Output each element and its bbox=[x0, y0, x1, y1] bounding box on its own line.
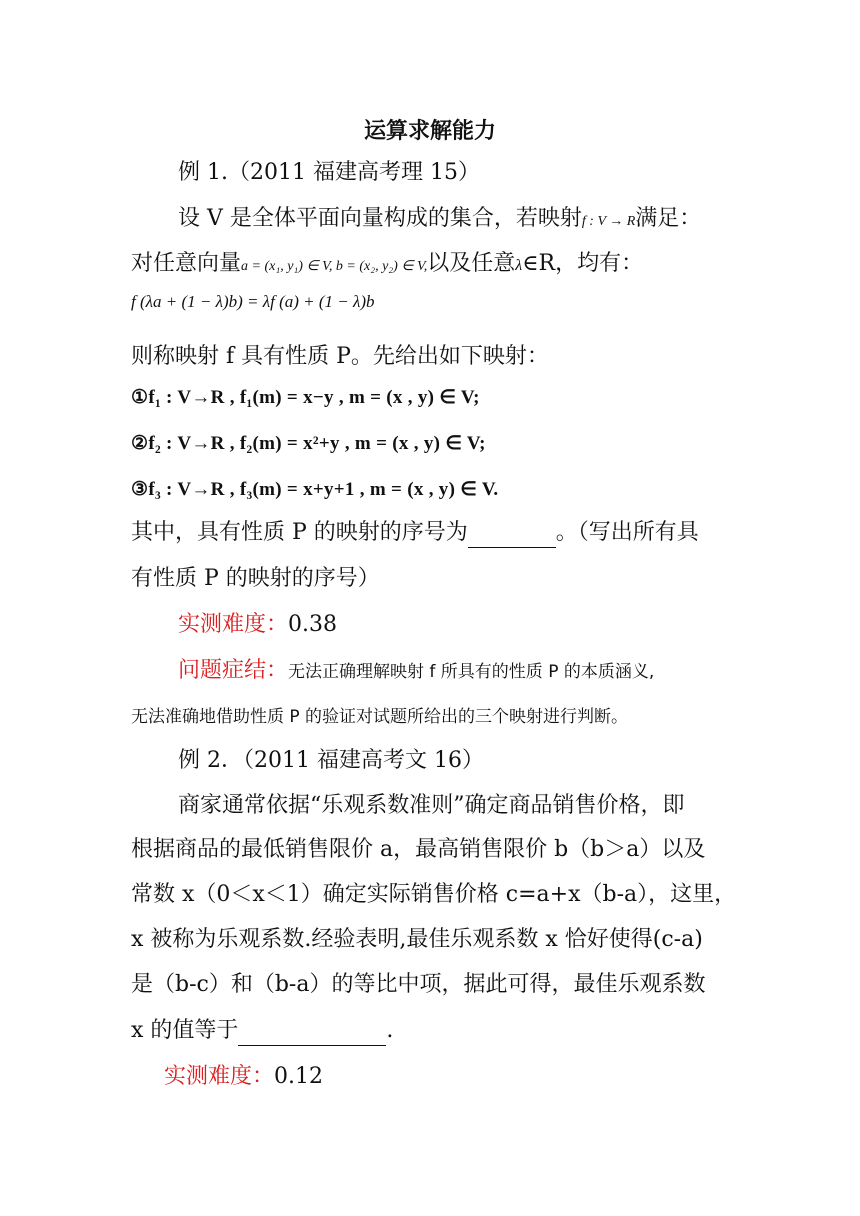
example2-p3: 常数 x（0＜x＜1）确定实际销售价格 c=a+x（b-a），这里， bbox=[131, 882, 737, 907]
lambda-symbol: λ bbox=[515, 257, 523, 274]
example2-p6-text-b: . bbox=[386, 1018, 394, 1043]
example2-difficulty bbox=[164, 1062, 323, 1092]
property-formula: f (λa + (1 − λ)b) = λf (a) + (1 − λ)b bbox=[131, 292, 375, 311]
problem-statement-2: 无法准确地借助性质 P 的验证对试题所给出的三个映射进行判断。 bbox=[131, 707, 629, 727]
difficulty-label: 实测难度： bbox=[178, 612, 289, 637]
mapping-3: ③f₃ : V→R , f₃(m) = x+y+1 , m = (x , y) ∈ V. bbox=[131, 479, 499, 500]
mapping-2: ②f₂ : V→R , f₂(m) = x²+y , m = (x , y) ∈ V; bbox=[131, 433, 486, 454]
problem-text-1: 无法正确理解映射 f 所具有的性质 P 的本质涵义, bbox=[288, 662, 655, 682]
example1-line2 bbox=[131, 249, 643, 282]
difficulty-value-2: 0.12 bbox=[274, 1064, 323, 1089]
question-text-a: 其中，具有性质 P 的映射的序号为 bbox=[131, 520, 468, 545]
mapping-notation: f : V → R bbox=[581, 214, 636, 229]
example2-p5: 是（b-c）和（b-a）的等比中项，据此可得，最佳乐观系数 bbox=[131, 972, 706, 997]
example1-difficulty bbox=[178, 610, 337, 640]
example1-question bbox=[131, 518, 699, 548]
example1-line3: 则称映射 f 具有性质 P。先给出如下映射： bbox=[131, 344, 549, 369]
example2-p4: x 被称为乐观系数.经验表明,最佳乐观系数 x 恰好使得(c-a) bbox=[131, 927, 703, 952]
example1-question-cont: 有性质 P 的映射的序号） bbox=[131, 566, 380, 591]
vector-definition: a = (x₁, y₁) ∈ V, b = (x₂, y₂) ∈ V, bbox=[241, 259, 428, 274]
problem-label: 问题症结： bbox=[178, 658, 289, 683]
problem-statement-1 bbox=[178, 656, 654, 687]
example1-line2-text-a: 对任意向量 bbox=[131, 251, 242, 276]
mapping-1: ①f₁ : V→R , f₁(m) = x−y , m = (x , y) ∈ V; bbox=[131, 387, 480, 408]
example2-p2: 根据商品的最低销售限价 a，最高销售限价 b（b＞a）以及 bbox=[131, 837, 706, 862]
example1-line2-text-b: 以及任意 bbox=[427, 251, 516, 276]
answer-blank bbox=[468, 525, 556, 548]
example2-p6 bbox=[131, 1016, 393, 1046]
difficulty-value: 0.38 bbox=[288, 612, 337, 637]
example1-line2-text-c: ∈R，均有： bbox=[522, 251, 644, 276]
example2-p1: 商家通常依据“乐观系数准则”确定商品销售价格，即 bbox=[178, 793, 685, 818]
example2-p6-text-a: x 的值等于 bbox=[131, 1018, 239, 1043]
example1-line1-text-a: 设 V 是全体平面向量构成的集合，若映射 bbox=[178, 206, 582, 231]
example1-heading: 例 1.（2011 福建高考理 15） bbox=[178, 160, 480, 185]
answer-blank-2 bbox=[238, 1023, 386, 1046]
page-title: 运算求解能力 bbox=[363, 119, 496, 144]
example1-line1 bbox=[178, 204, 701, 237]
example2-heading: 例 2．（2011 福建高考文 16） bbox=[178, 748, 484, 773]
difficulty-label-2: 实测难度： bbox=[164, 1064, 275, 1089]
question-text-b: 。（写出所有具 bbox=[555, 520, 699, 545]
example1-line1-text-b: 满足： bbox=[635, 206, 702, 231]
